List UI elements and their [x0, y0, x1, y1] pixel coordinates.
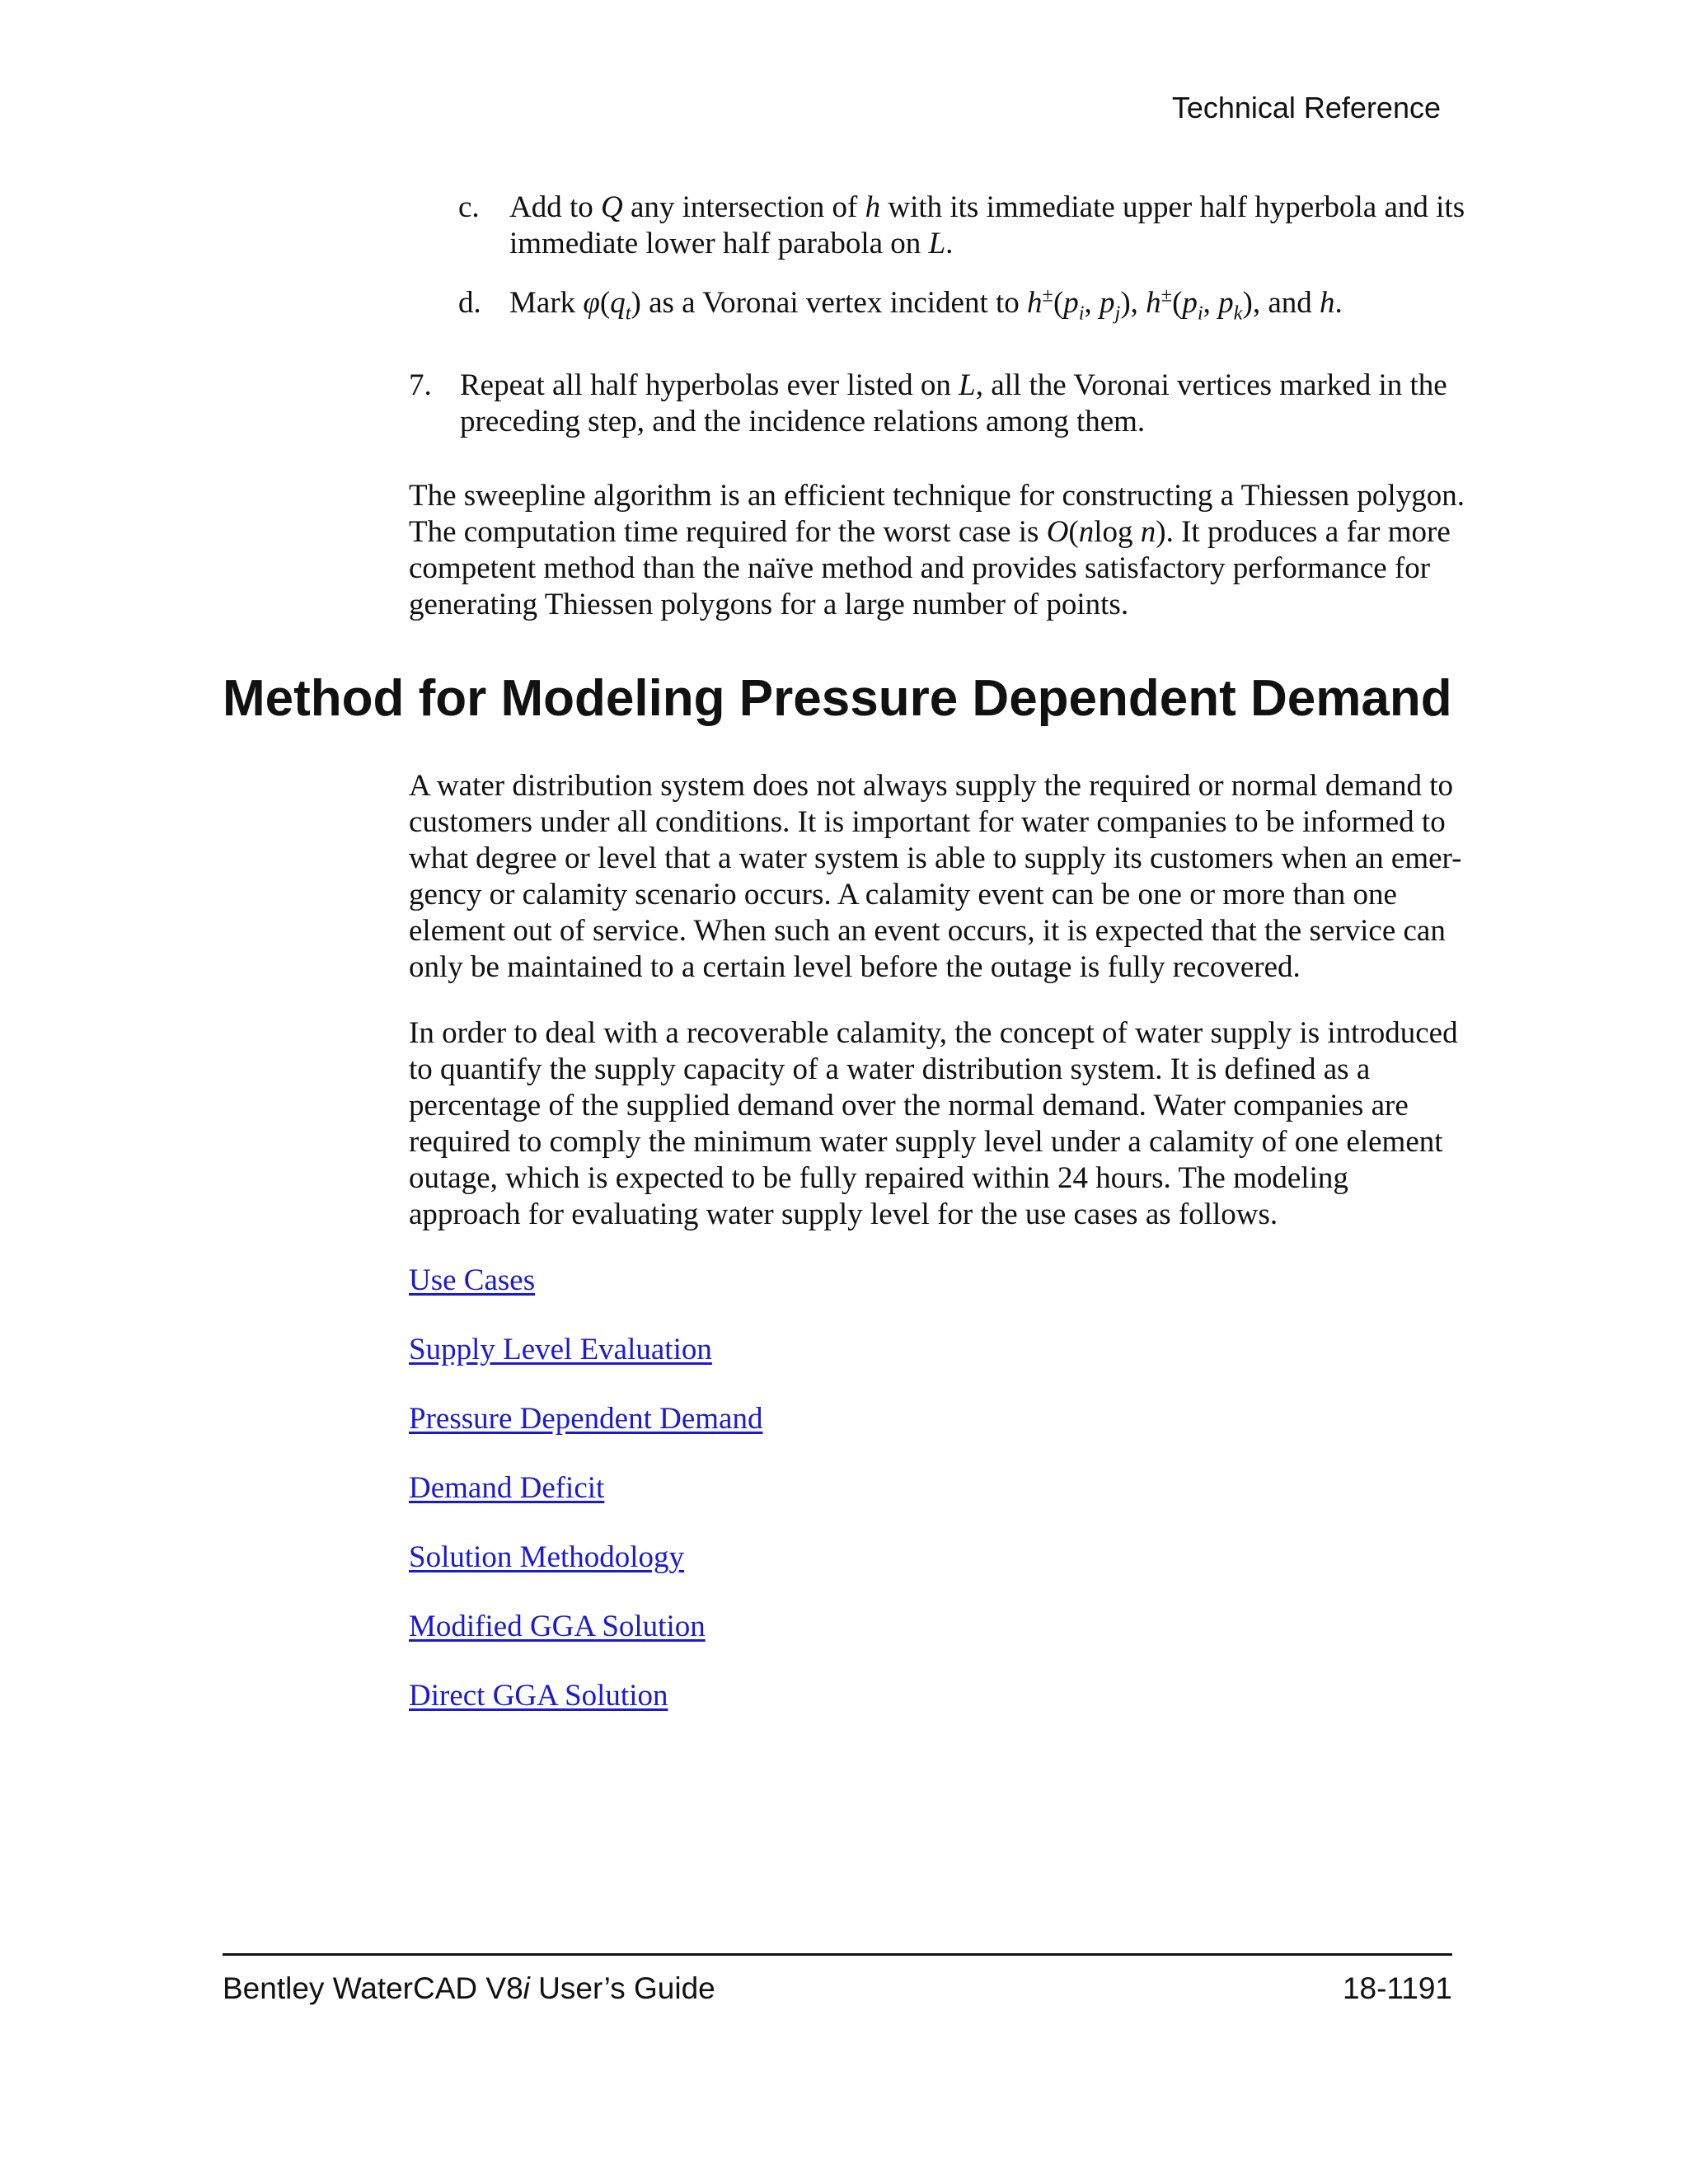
- link-pressure-dependent-demand[interactable]: Pressure Dependent Demand: [409, 1402, 763, 1436]
- link-solution-methodology[interactable]: Solution Methodology: [409, 1540, 685, 1574]
- step-d-line-1: Mark $\varphi(q_t)$ as a Voronai vertex incident to $h^\pm(p_i$, $p_j$), $h^\pm(p_i$, $p_k$), and h.: [509, 284, 1343, 325]
- link-demand-deficit[interactable]: Demand Deficit: [409, 1471, 605, 1505]
- step-c-line-2: immediate lower half parabola on L.: [509, 227, 954, 260]
- step-d-text: [509, 284, 1449, 325]
- step-c-marker: c.: [458, 190, 480, 224]
- footer-guide-title: Bentley WaterCAD V8i User’s Guide: [223, 1971, 715, 2005]
- step-c-text: [509, 190, 1465, 262]
- step-c-line-1: Add to Q any intersection of h with its immediate upper half hyperbola and its: [509, 190, 1465, 224]
- link-modified-gga-solution[interactable]: Modified GGA Solution: [409, 1610, 706, 1643]
- running-head: Technical Reference: [1171, 91, 1441, 124]
- footer-page-number: 18-1191: [1342, 1971, 1452, 2005]
- paragraph-2-line: outage, which is expected to be fully repaired within 24 hours. The modeling: [409, 1161, 1348, 1195]
- section-heading: Method for Modeling Pressure Dependent Demand: [223, 670, 1452, 727]
- paragraph-1-line: what degree or level that a water system is able to supply its customers when an emer-: [409, 841, 1462, 875]
- paragraph-2-line: In order to deal with a recoverable calamity, the concept of water supply is introduced: [409, 1016, 1458, 1050]
- section-paragraph-2: [409, 1015, 1456, 1233]
- link-supply-level-evaluation[interactable]: Supply Level Evaluation: [409, 1333, 712, 1366]
- step-7-marker: 7.: [409, 368, 432, 402]
- link-direct-gga-solution[interactable]: Direct GGA Solution: [409, 1679, 668, 1713]
- footer-rule: [223, 1953, 1452, 1956]
- paragraph-2-line: required to comply the minimum water supply level under a calamity of one element: [409, 1125, 1443, 1159]
- section-paragraph-1: [409, 768, 1462, 986]
- link-use-cases[interactable]: Use Cases: [409, 1263, 536, 1297]
- step-7-line-2: preceding step, and the incidence relations among them.: [460, 405, 1146, 438]
- paragraph-2-line: to quantify the supply capacity of a water distribution system. It is defined as a: [409, 1052, 1371, 1086]
- sweepline-line-1: The sweepline algorithm is an efficient technique for constructing a Thiessen polygon.: [409, 479, 1465, 513]
- step-d-marker: d.: [458, 286, 481, 320]
- sweepline-line-3: competent method than the naïve method and provides satisfactory performance for: [409, 551, 1431, 585]
- paragraph-2-line: percentage of the supplied demand over the normal demand. Water companies are: [409, 1089, 1409, 1122]
- sweepline-line-2: The computation time required for the worst case is O(nlog n). It produces a far more: [409, 515, 1451, 549]
- paragraph-1-line: customers under all conditions. It is important for water companies to be informed to: [409, 805, 1446, 839]
- paragraph-1-line: gency or calamity scenario occurs. A calamity event can be one or more than one: [409, 878, 1397, 912]
- sweepline-line-4: generating Thiessen polygons for a large number of points.: [409, 588, 1129, 621]
- paragraph-1-line: only be maintained to a certain level before the outage is fully recovered.: [409, 950, 1301, 984]
- step-7-text: [460, 368, 1449, 440]
- paragraph-1-line: A water distribution system does not always supply the required or normal demand to: [409, 769, 1454, 803]
- sweepline-paragraph: [409, 478, 1465, 623]
- step-7-line-1: Repeat all half hyperbolas ever listed on L, all the Voronai vertices marked in the: [460, 368, 1447, 402]
- paragraph-1-line: element out of service. When such an event occurs, it is expected that the service can: [409, 914, 1446, 948]
- paragraph-2-line: approach for evaluating water supply level for the use cases as follows.: [409, 1197, 1278, 1231]
